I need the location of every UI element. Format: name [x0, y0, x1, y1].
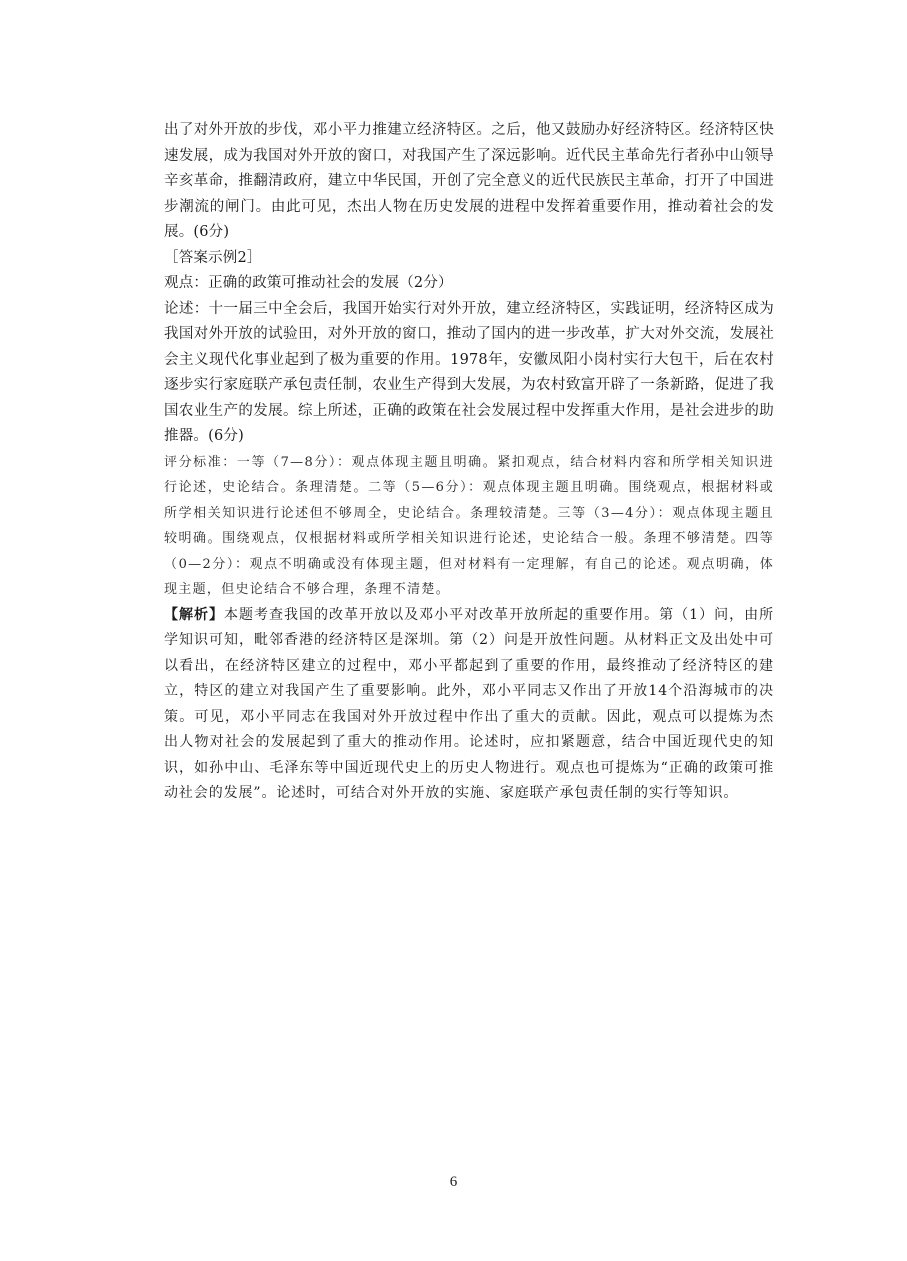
- analysis-text: 本题考查我国的改革开放以及邓小平对改革开放所起的重要作用。第（1）问，由所学知识可知，毗邻香港的经济特区是深圳。第（2）问是开放性问题。从材料正文及出处中可以看出，在经济特区建立的过程中，邓小平都起到了重要的作用，最终推动了经济特区的建立，特区的建立对我国产生了重要影响。此外，邓小平同志又作出了开放14个沿海城市的决策。可见，邓小平同志在我国对外开放过程中作出了重大的贡献。因此，观点可以提炼为杰出人物对社会的发展起到了重大的推动作用。论述时，应扣紧题意，结合中国近现代史的知识，如孙中山、毛泽东等中国近现代史上的历史人物进行。观点也可提炼为“正确的政策可推动社会的发展”。论述时，可结合对外开放的实施、家庭联产承包责任制的实行等知识。: [164, 606, 774, 801]
- answer-example-1-conclusion: 出了对外开放的步伐，邓小平力推建立经济特区。之后，他又鼓励办好经济特区。经济特区快速发展，成为我国对外开放的窗口，对我国产生了深远影响。近代民主革命先行者孙中山领导辛亥革命，推翻清政府，建立中华民国，开创了完全意义的近代民族民主革命，打开了中国进步潮流的闸门。由此可见，杰出人物在历史发展的进程中发挥着重要作用，推动着社会的发展。(6分): [164, 122, 774, 240]
- viewpoint-line: 观点：正确的政策可推动社会的发展（2分）: [164, 275, 453, 291]
- answer-example-2-heading: ［答案示例2］: [164, 249, 262, 266]
- analysis-paragraph: [164, 603, 774, 807]
- analysis-label: 【解析】: [164, 606, 225, 623]
- page-number: 6: [449, 1174, 458, 1190]
- page-content: [164, 118, 774, 807]
- scoring-criteria: 评分标准：一等（7—8分）：观点体现主题且明确。紧扣观点，结合材料内容和所学相关知识进行论述，史论结合。条理清楚。二等（5—6分）：观点体现主题且明确。围绕观点，根据材料或所学相关知识进行论述但不够周全，史论结合。条理较清楚。三等（3—4分）：观点体现主题且较明确。围绕观点，仅根据材料或所学相关知识进行论述，史论结合一般。条理不够清楚。四等（0—2分）：观点不明确或没有体现主题，但对材料有一定理解，有自己的论述。观点明确，体现主题，但史论结合不够合理，条理不清楚。: [164, 454, 774, 597]
- argument-paragraph: 论述：十一届三中全会后，我国开始实行对外开放，建立经济特区，实践证明，经济特区成为我国对外开放的试验田，对外开放的窗口，推动了国内的进一步改革，扩大对外交流，发展社会主义现代化事业起到了极为重要的作用。1978年，安徽凤阳小岗村实行大包干，后在农村逐步实行家庭联产承包责任制，农业生产得到大发展，为农村致富开辟了一条新路，促进了我国农业生产的发展。综上所述，正确的政策在社会发展过程中发挥重大作用，是社会进步的助推器。(6分): [164, 300, 774, 444]
